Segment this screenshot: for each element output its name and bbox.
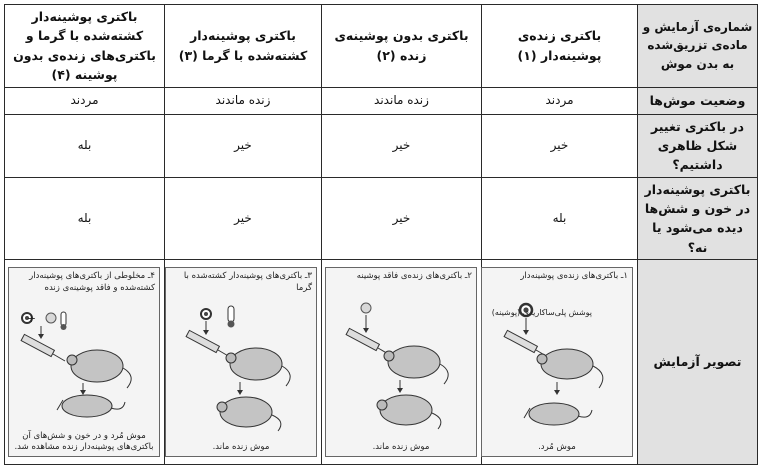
mouse-icon (230, 348, 282, 380)
table-cell: خیر (322, 177, 482, 260)
thermometer-icon (61, 312, 66, 326)
corner-header: شماره‌ی آزمایش و ماده‌ی تزریق‌شده به بدن موش (638, 5, 758, 88)
syringe-icon (346, 328, 390, 355)
table-row (5, 87, 758, 114)
mouse-icon (388, 346, 440, 378)
column-header-4: باکتری پوشینه‌دار کشته‌شده با گرما و باکتری‌های زنده‌ی بدون پوشینه (۴) (5, 5, 165, 88)
row-label: تصویر آزمایش (638, 260, 758, 465)
row-label: در باکتری تغییر شکل ظاهری داشتیم؟ (638, 114, 758, 177)
dead-mouse-icon (62, 395, 112, 417)
table-cell: زنده ماندند (322, 87, 482, 114)
column-header-3: باکتری پوشینه‌دار کشته‌شده با گرما (۳) (165, 5, 322, 88)
table-cell: بله (5, 177, 165, 260)
table-cell: خیر (482, 114, 638, 177)
panel-label: ۴ـ مخلوطی از باکتری‌های پوشینه‌دار کشته‌شده و فاقد پوشینه‌ی زنده (29, 271, 155, 293)
image-cell (5, 260, 165, 465)
panel-caption: موش مُرد و در خون و شش‌های آن باکتری‌های پوشینه‌دار زنده مشاهده شد. (14, 431, 154, 453)
panel-caption: موش مُرد. (538, 442, 576, 453)
table-cell: مردند (482, 87, 638, 114)
table-cell: بله (482, 177, 638, 260)
image-cell (165, 260, 322, 465)
column-header-2: باکتری بدون پوشینه‌ی زنده (۲) (322, 5, 482, 88)
experiment-illustration (326, 268, 476, 456)
experiment-table (4, 4, 758, 465)
row-label: وضعیت موش‌ها (638, 87, 758, 114)
mouse-icon (71, 350, 123, 382)
header-row (5, 5, 758, 88)
bacteria-icon (361, 303, 371, 313)
table-cell: خیر (165, 177, 322, 260)
bacteria-icon (46, 313, 56, 323)
syringe-icon (186, 330, 230, 357)
panel-label: ۱ـ باکتری‌های زنده‌ی پوشینه‌دار (520, 271, 628, 282)
table-row (5, 114, 758, 177)
experiment-illustration (482, 268, 632, 456)
table-cell: خیر (322, 114, 482, 177)
column-header-1: باکتری زنده‌ی پوشینه‌دار (۱) (482, 5, 638, 88)
table-cell: مردند (5, 87, 165, 114)
panel-caption: موش زنده ماند. (212, 442, 270, 453)
mouse-icon (541, 349, 593, 379)
row-label: باکتری پوشینه‌دار در خون و شش‌ها دیده می‌شود یا نه؟ (638, 177, 758, 260)
panel-label: ۲ـ باکتری‌های زنده‌ی فاقد پوشینه (356, 271, 472, 282)
table-row (5, 177, 758, 260)
thermometer-icon (228, 306, 234, 322)
experiment-illustration (166, 268, 316, 456)
table-cell: زنده ماندند (165, 87, 322, 114)
table-cell: خیر (165, 114, 322, 177)
image-row (5, 260, 758, 465)
experiment-illustration (9, 268, 159, 456)
plus-icon: + (26, 312, 36, 326)
table-cell: بله (5, 114, 165, 177)
image-cell (322, 260, 482, 465)
alive-mouse-icon (380, 395, 432, 425)
capsule-note: پوشش پلی‌ساکاریدی (پوشینه) (491, 308, 592, 318)
panel-label: ۳ـ باکتری‌های پوشینه‌دار کشته‌شده با گرما (183, 271, 312, 293)
alive-mouse-icon (220, 397, 272, 427)
dead-mouse-icon (529, 403, 579, 425)
syringe-icon (21, 334, 65, 361)
panel-caption: موش زنده ماند. (372, 442, 430, 453)
image-cell (482, 260, 638, 465)
